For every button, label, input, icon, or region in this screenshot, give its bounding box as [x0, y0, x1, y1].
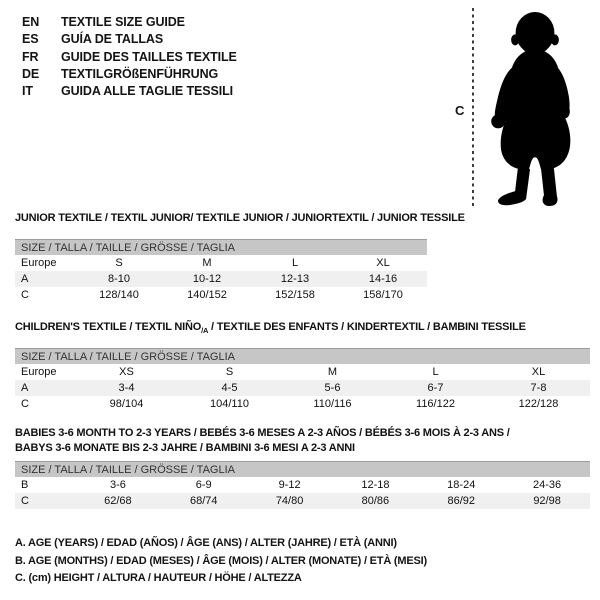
size-table-row-a — [15, 380, 590, 396]
size-value-cell: 140/152 — [187, 289, 227, 301]
size-value-cell: 74/80 — [275, 495, 304, 507]
size-value-cell: 98/104 — [109, 398, 144, 410]
size-header-bar: SIZE / TALLA / TAILLE / GRÖSSE / TAGLIA — [15, 348, 590, 364]
size-value-cell: 12-13 — [280, 273, 310, 285]
row-label: C — [21, 289, 29, 301]
row-label: A — [21, 382, 29, 394]
junior-table-title: JUNIOR TEXTILE / TEXTIL JUNIOR/ TEXTILE JUNIOR / JUNIORTEXTIL / JUNIOR TESSILE — [15, 212, 465, 224]
size-value-cell: 62/68 — [104, 495, 132, 507]
language-code: ES — [22, 32, 39, 47]
language-row-it — [22, 83, 237, 100]
legend-line-c: C. (cm) HEIGHT / ALTURA / HAUTEUR / HÖHE / ALTEZZA — [15, 572, 302, 584]
language-title: GUIDA ALLE TAGLIE TESSILI — [61, 84, 234, 99]
size-table-row-b — [15, 477, 590, 493]
dashed-height-line — [472, 8, 474, 206]
size-value-cell: 6-7 — [427, 382, 444, 394]
babies-title-line-1: BABIES 3-6 MONTH TO 2-3 YEARS / BEBÉS 3-6 MESES A 2-3 AÑOS / BÉBÉS 3-6 MOIS À 2-3 ANS / — [15, 427, 510, 439]
size-value-cell: L — [432, 366, 439, 378]
size-value-cell: 116/122 — [416, 398, 455, 410]
size-value-cell: 24-36 — [533, 479, 562, 491]
babies-size-table — [15, 461, 590, 509]
row-label: C — [21, 398, 29, 410]
legend-line-a: A. AGE (YEARS) / EDAD (AÑOS) / ÂGE (ANS) / ALTER (JAHRE) / ETÀ (ANNI) — [15, 537, 397, 549]
size-value-cell: 128/140 — [99, 289, 139, 301]
size-value-cell: 110/116 — [313, 398, 352, 410]
language-row-en — [22, 14, 237, 31]
size-value-cell: 3-6 — [109, 479, 126, 491]
language-title-list — [22, 14, 237, 100]
size-value-cell: 122/128 — [518, 398, 559, 410]
size-table-row-c — [15, 396, 590, 412]
size-value-cell: 9-12 — [278, 479, 301, 491]
babies-table-title — [15, 426, 590, 456]
size-value-cell: 8-10 — [107, 273, 131, 285]
language-code: IT — [22, 84, 33, 99]
size-table-row-europe — [15, 255, 427, 271]
size-value-cell: 80/86 — [361, 495, 390, 507]
children-table-title — [15, 321, 526, 335]
language-title: TEXTILGRÖßENFÜHRUNG — [61, 66, 219, 81]
height-measure-label: C — [455, 103, 465, 118]
size-value-cell: 86/92 — [447, 495, 475, 507]
junior-size-table — [15, 239, 427, 303]
size-value-cell: 68/74 — [189, 495, 218, 507]
children-title-text: CHILDREN'S TEXTILE / TEXTIL NIÑO — [15, 321, 202, 333]
language-code: FR — [22, 49, 39, 64]
toddler-silhouette-image — [484, 9, 588, 208]
size-value-cell: 10-12 — [192, 273, 222, 285]
size-value-cell: S — [225, 366, 234, 378]
row-label: Europe — [21, 366, 57, 378]
row-label: Europe — [21, 257, 57, 269]
size-value-cell: 18-24 — [447, 479, 476, 491]
size-value-cell: L — [291, 257, 299, 269]
size-value-cell: XL — [376, 257, 390, 269]
size-value-cell: M — [202, 257, 212, 269]
size-value-cell: 92/98 — [533, 495, 561, 507]
size-value-cell: S — [115, 257, 123, 269]
size-value-cell: 14-16 — [368, 273, 398, 285]
children-size-table — [15, 348, 590, 412]
language-row-de — [22, 66, 237, 83]
size-value-cell: XL — [531, 366, 546, 378]
size-value-cell: 158/170 — [363, 289, 403, 301]
size-value-cell: 6-9 — [195, 479, 212, 491]
row-label: A — [21, 273, 29, 285]
legend-line-b: B. AGE (MONTHS) / EDAD (MESES) / ÂGE (MOIS) / ALTER (MONATE) / ETÀ (MESI) — [15, 554, 427, 567]
size-table-row-c — [15, 287, 427, 303]
size-header-bar: SIZE / TALLA / TAILLE / GRÖSSE / TAGLIA — [15, 239, 427, 255]
language-code: EN — [22, 15, 40, 29]
size-value-cell: 5-6 — [324, 382, 341, 394]
size-table-row-c — [15, 493, 590, 509]
size-table-row-a — [15, 271, 427, 287]
row-label: C — [21, 495, 29, 507]
language-code: DE — [22, 66, 40, 81]
language-row-es — [22, 31, 237, 48]
size-value-cell: 152/158 — [275, 289, 315, 301]
size-value-cell: 4-5 — [221, 382, 238, 394]
size-value-cell: M — [327, 366, 338, 378]
size-header-bar: SIZE / TALLA / TAILLE / GRÖSSE / TAGLIA — [15, 461, 590, 477]
measurement-legend — [15, 535, 427, 588]
babies-title-line-2: BABYS 3-6 MONATE BIS 2-3 JAHRE / BAMBINI 3-6 MESI A 2-3 ANNI — [15, 442, 355, 454]
language-title: TEXTILE SIZE GUIDE — [61, 15, 185, 29]
size-value-cell: 3-4 — [118, 382, 135, 394]
children-title-subscript: /A — [201, 326, 209, 336]
size-table-row-europe — [15, 364, 590, 380]
language-title: GUIDE DES TAILLES TEXTILE — [61, 49, 237, 64]
size-value-cell: 104/110 — [210, 398, 249, 410]
size-value-cell: 12-18 — [361, 479, 390, 491]
language-row-fr — [22, 49, 237, 66]
language-title: GUÍA DE TALLAS — [61, 32, 164, 47]
children-title-text: / TEXTILE DES ENFANTS / KINDERTEXTIL / BAMBINI TESSILE — [208, 321, 526, 333]
size-value-cell: 7-8 — [530, 382, 547, 394]
row-label: B — [21, 479, 29, 491]
size-value-cell: XS — [119, 366, 134, 378]
